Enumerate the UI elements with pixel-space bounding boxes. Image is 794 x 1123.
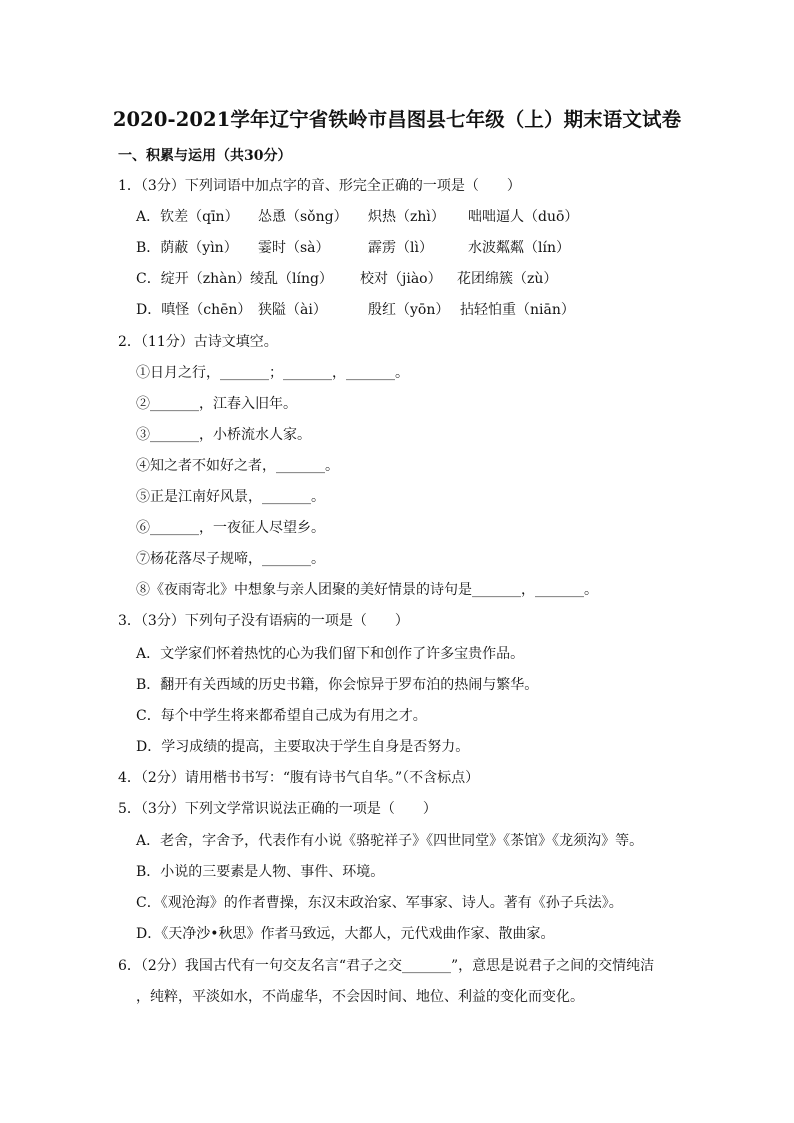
option-c-word-2: 绫乱（líng） <box>250 271 333 287</box>
question-1-stem: 1．（3分）下列词语中加点字的音、形完全正确的一项是（ ） <box>118 178 521 194</box>
question-5-option-d: D．《天净沙•秋思》作者马致远，大都人，元代戏曲作家、散曲家。 <box>136 926 555 942</box>
question-1-option-c <box>136 270 557 288</box>
section-heading: 一、积累与运用（共30分） <box>118 148 292 164</box>
page-title: 2020-2021学年辽宁省铁岭市昌图县七年级（上）期末语文试卷 <box>112 108 682 131</box>
question-5-option-c: C．《观沧海》的作者曹操，东汉末政治家、军事家、诗人。著有《孙子兵法》。 <box>136 895 623 911</box>
question-4-stem: 4．（2分）请用楷书书写：“腹有诗书气自华。”（不含标点） <box>118 770 480 786</box>
option-c-word-3: 校对（jiào） <box>360 271 442 287</box>
question-2-item-8: ⑧《夜雨寄北》中想象与亲人团聚的美好情景的诗句是_______，_______。 <box>136 582 598 598</box>
question-2-stem: 2．（11分）古诗文填空。 <box>118 334 278 350</box>
question-5-option-b: B．小说的三要素是人物、事件、环境。 <box>136 864 385 880</box>
question-2-item-4: ④知之者不如好之者，_______。 <box>136 458 339 474</box>
option-b-word-4: 水波粼粼（lín） <box>468 240 570 256</box>
option-c-word-4: 花团绵簇（zù） <box>457 271 558 287</box>
question-1-option-a <box>136 208 578 226</box>
question-5-option-a: A．老舍，字舍予，代表作有小说《骆驼祥子》《四世同堂》《茶馆》《龙须沟》等。 <box>136 833 644 849</box>
question-2-item-2: ②_______，江春入旧年。 <box>136 396 297 412</box>
question-6-line-2: ，纯粹，平淡如水，不尚虚华，不会因时间、地位、利益的变化而变化。 <box>136 989 584 1005</box>
question-2-item-7: ⑦杨花落尽子规啼，_______。 <box>136 551 325 567</box>
question-3-option-d: D．学习成绩的提高，主要取决于学生自身是否努力。 <box>136 739 470 755</box>
option-b-word-3: 霹雳（lì） <box>368 240 433 256</box>
option-c-word-1: C．绽开（zhàn） <box>136 271 251 287</box>
option-a-word-4: 咄咄逼人（duō） <box>468 209 579 225</box>
question-5-stem: 5．（3分）下列文学常识说法正确的一项是（ ） <box>118 801 437 817</box>
option-a-word-3: 炽热（zhì） <box>368 209 445 225</box>
question-3-option-a: A．文学家们怀着热忱的心为我们留下和创作了许多宝贵作品。 <box>136 646 525 662</box>
question-2-item-3: ③_______，小桥流水人家。 <box>136 427 311 443</box>
question-2-item-6: ⑥_______，一夜征人尽望乡。 <box>136 520 325 536</box>
question-3-option-c: C．每个中学生将来都希望自己成为有用之才。 <box>136 708 427 724</box>
option-d-word-2: 狭隘（ài） <box>258 302 327 318</box>
option-b-word-2: 霎时（sà） <box>258 240 330 256</box>
question-3-stem: 3．（3分）下列句子没有语病的一项是（ ） <box>118 613 409 629</box>
question-6-line-1: 6．（2分）我国古代有一句交友名言“君子之交_______”，意思是说君子之间的交情纯洁 <box>118 958 655 974</box>
option-d-word-1: D．嗔怪（chēn） <box>136 302 252 318</box>
option-d-word-3: 殷红（yōn） <box>368 302 450 318</box>
question-3-option-b: B．翻开有关西域的历史书籍，你会惊异于罗布泊的热闹与繁华。 <box>136 677 539 693</box>
option-a-word-1: A．钦差（qīn） <box>136 209 239 225</box>
question-1-option-b <box>136 239 570 257</box>
question-2-item-1: ①日月之行，_______；_______，_______。 <box>136 365 409 381</box>
question-2-item-5: ⑤正是江南好风景，_______。 <box>136 489 325 505</box>
option-a-word-2: 怂恿（sǒng） <box>258 209 348 225</box>
question-1-option-d <box>136 301 575 319</box>
option-b-word-1: B．荫蔽（yìn） <box>136 240 238 256</box>
option-d-word-4: 拈轻怕重（niān） <box>460 302 575 318</box>
